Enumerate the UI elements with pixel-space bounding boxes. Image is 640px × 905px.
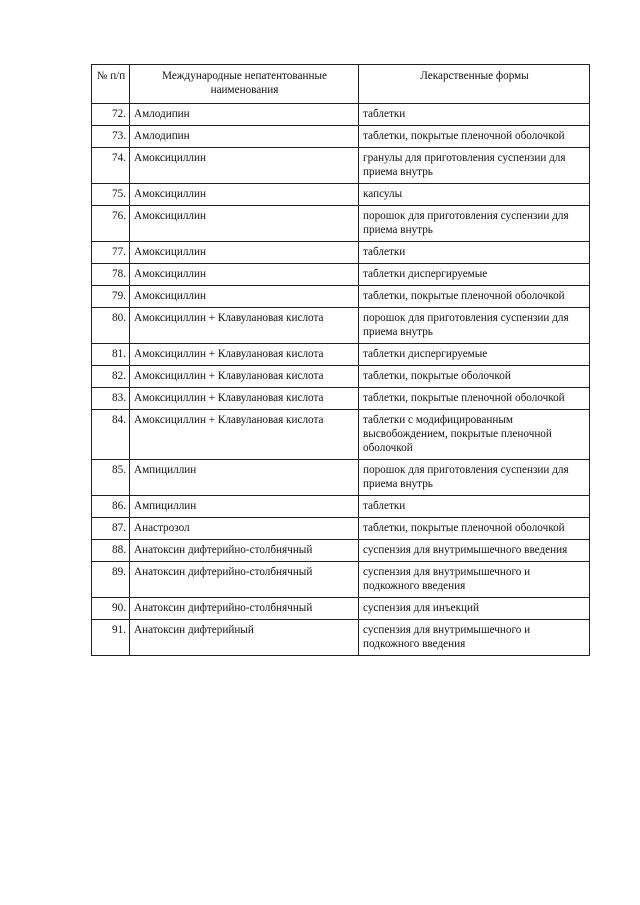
row-number: 72. [92,104,130,126]
row-inn: Амлодипин [130,104,359,126]
table-row [92,460,590,496]
row-form: гранулы для приготовления суспензии для приема внутрь [359,148,590,184]
row-inn: Амоксициллин [130,148,359,184]
table-row [92,264,590,286]
table-header-row [92,65,590,104]
table-row [92,410,590,460]
row-number: 88. [92,540,130,562]
row-number: 86. [92,496,130,518]
row-form: порошок для приготовления суспензии для приема внутрь [359,460,590,496]
row-inn: Амоксициллин + Клавулановая кислота [130,366,359,388]
row-number: 89. [92,562,130,598]
row-inn: Амоксициллин [130,286,359,308]
row-number: 91. [92,620,130,656]
row-inn: Амоксициллин [130,264,359,286]
row-inn: Анатоксин дифтерийно-столбнячный [130,540,359,562]
row-number: 75. [92,184,130,206]
row-form: капсулы [359,184,590,206]
row-inn: Анатоксин дифтерийный [130,620,359,656]
row-form: таблетки, покрытые пленочной оболочкой [359,286,590,308]
row-number: 73. [92,126,130,148]
row-number: 83. [92,388,130,410]
row-inn: Амоксициллин [130,242,359,264]
table-row [92,286,590,308]
row-form: таблетки, покрытые пленочной оболочкой [359,126,590,148]
header-form [359,65,590,104]
table-row [92,344,590,366]
table-row [92,206,590,242]
row-number: 87. [92,518,130,540]
row-inn: Амоксициллин + Клавулановая кислота [130,344,359,366]
row-number: 81. [92,344,130,366]
row-inn: Амоксициллин + Клавулановая кислота [130,308,359,344]
row-inn: Анатоксин дифтерийно-столбнячный [130,598,359,620]
row-form: таблетки [359,242,590,264]
row-number: 76. [92,206,130,242]
row-inn: Амоксициллин [130,206,359,242]
table-row [92,184,590,206]
row-inn: Амоксициллин + Клавулановая кислота [130,388,359,410]
table-row [92,388,590,410]
row-number: 79. [92,286,130,308]
table-body [92,104,590,656]
row-form: порошок для приготовления суспензии для приема внутрь [359,308,590,344]
table-row [92,308,590,344]
row-form: суспензия для внутримышечного и подкожного введения [359,562,590,598]
table-row [92,104,590,126]
row-inn: Амлодипин [130,126,359,148]
row-number: 80. [92,308,130,344]
table-row [92,620,590,656]
row-form: таблетки диспергируемые [359,344,590,366]
header-inn [130,65,359,104]
row-inn: Амоксициллин [130,184,359,206]
table-row [92,598,590,620]
row-number: 82. [92,366,130,388]
header-inn-label: Международные непатентованные наименования [162,70,327,96]
header-number [92,65,130,104]
table-row [92,540,590,562]
row-form: таблетки [359,104,590,126]
table-row [92,242,590,264]
row-form: порошок для приготовления суспензии для приема внутрь [359,206,590,242]
row-form: суспензия для внутримышечного и подкожного введения [359,620,590,656]
row-inn: Ампициллин [130,460,359,496]
row-form: суспензия для внутримышечного введения [359,540,590,562]
row-inn: Анатоксин дифтерийно-столбнячный [130,562,359,598]
row-inn: Амоксициллин + Клавулановая кислота [130,410,359,460]
header-form-label: Лекарственные формы [420,70,529,82]
row-form: таблетки, покрытые пленочной оболочкой [359,518,590,540]
row-form: таблетки, покрытые оболочкой [359,366,590,388]
table-row [92,518,590,540]
table-row [92,496,590,518]
row-form: суспензия для инъекций [359,598,590,620]
row-form: таблетки [359,496,590,518]
row-form: таблетки с модифицированным высвобождением, покрытые пленочной оболочкой [359,410,590,460]
row-number: 90. [92,598,130,620]
row-form: таблетки диспергируемые [359,264,590,286]
row-inn: Ампициллин [130,496,359,518]
row-number: 74. [92,148,130,184]
row-number: 77. [92,242,130,264]
row-number: 78. [92,264,130,286]
row-inn: Анастрозол [130,518,359,540]
row-number: 85. [92,460,130,496]
row-form: таблетки, покрытые пленочной оболочкой [359,388,590,410]
drug-forms-table [91,64,590,656]
row-number: 84. [92,410,130,460]
table-row [92,562,590,598]
table-row [92,126,590,148]
table-row [92,366,590,388]
header-number-label: № п/п [96,70,126,82]
table-row [92,148,590,184]
